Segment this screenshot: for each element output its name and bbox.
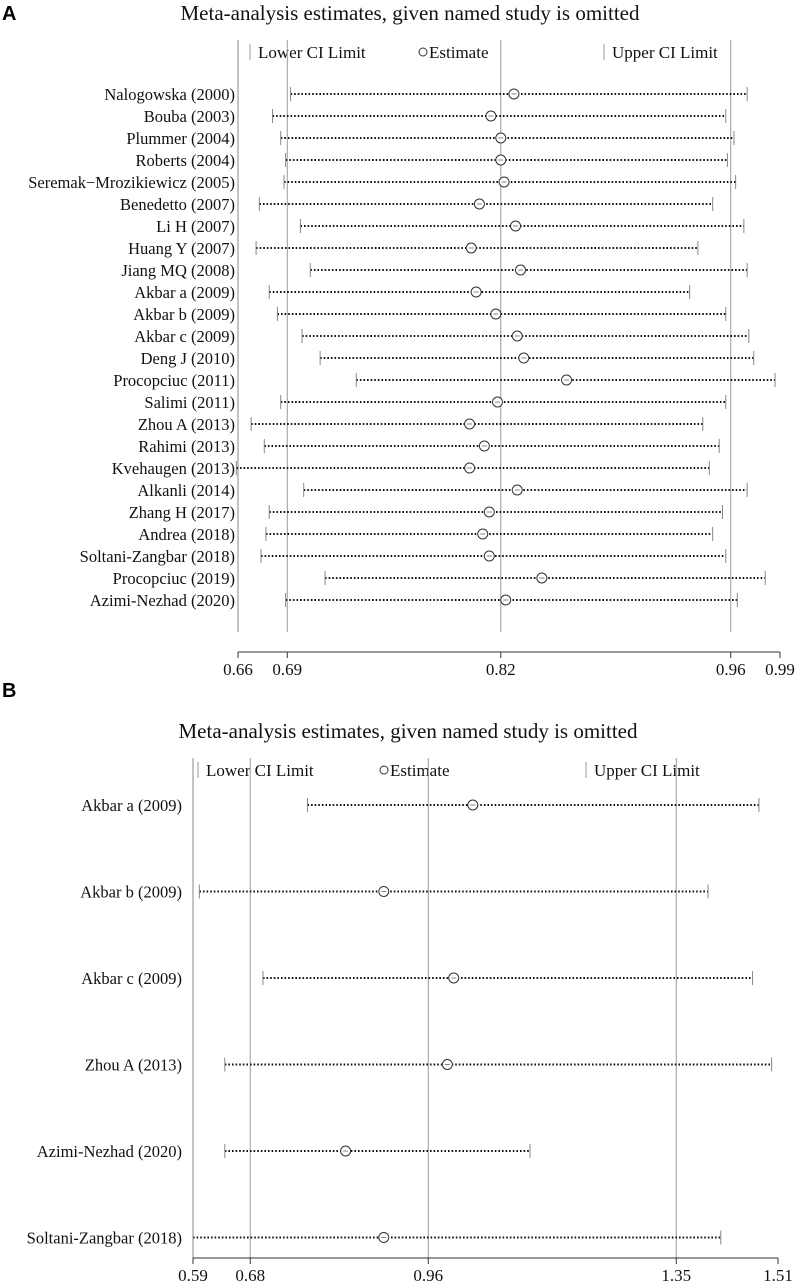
study-label: Bouba (2003)	[143, 107, 235, 126]
legend-estimate-label: Estimate	[429, 43, 489, 62]
study-label: Akbar b (2009)	[80, 882, 182, 902]
study-row	[126, 129, 734, 148]
panel-letter: B	[2, 680, 17, 702]
x-axis	[223, 652, 795, 679]
chart-title: Meta-analysis estimates, given named study is omitted	[178, 719, 638, 743]
study-row	[133, 305, 726, 324]
study-row	[113, 569, 766, 588]
x-tick-label: 1.51	[763, 1266, 793, 1285]
x-tick-label: 0.99	[765, 660, 795, 679]
legend-lower-label: Lower CI Limit	[206, 761, 314, 780]
legend-estimate-marker	[419, 48, 427, 56]
study-label: Benedetto (2007)	[119, 195, 235, 214]
study-row	[27, 1229, 721, 1248]
study-label: Kvehaugen (2013)	[111, 459, 235, 478]
study-row	[156, 217, 744, 236]
x-tick-label: 0.96	[413, 1266, 444, 1285]
study-label: Azimi-Nezhad (2020)	[89, 591, 235, 610]
x-tick-label: 0.69	[272, 660, 303, 679]
study-label: Alkanli (2014)	[137, 481, 235, 500]
study-row	[136, 151, 728, 170]
study-row	[134, 283, 689, 302]
study-label: Nalogowska (2000)	[104, 85, 235, 104]
x-tick-label: 1.35	[661, 1266, 692, 1285]
study-row	[81, 796, 759, 815]
study-label: Andrea (2018)	[138, 525, 235, 544]
study-label: Azimi-Nezhad (2020)	[36, 1142, 182, 1161]
x-tick-label: 0.96	[715, 660, 746, 679]
legend-lower-label: Lower CI Limit	[258, 43, 366, 62]
study-row	[90, 591, 738, 610]
chart-title: Meta-analysis estimates, given named study is omitted	[180, 1, 640, 25]
study-row	[129, 503, 723, 522]
study-row	[141, 349, 754, 368]
study-label: Plummer (2004)	[126, 129, 235, 148]
study-row	[137, 481, 747, 500]
study-label: Procopciuc (2011)	[113, 371, 235, 390]
x-tick-label: 0.68	[235, 1266, 266, 1285]
x-axis	[178, 1258, 793, 1285]
study-label: Soltani-Zangbar (2018)	[79, 547, 235, 566]
study-label: Rahimi (2013)	[138, 437, 235, 456]
x-tick-label: 0.66	[223, 660, 253, 679]
legend-estimate-marker	[380, 766, 388, 774]
study-label: Akbar c (2009)	[81, 969, 182, 988]
x-tick-label: 0.82	[485, 660, 516, 679]
legend-upper-label: Upper CI Limit	[594, 761, 700, 780]
study-label: Zhou A (2013)	[84, 1055, 182, 1075]
study-label: Procopciuc (2019)	[112, 569, 235, 588]
study-row	[28, 173, 735, 192]
study-row	[144, 393, 725, 412]
study-label: Zhou A (2013)	[137, 415, 235, 434]
study-row	[80, 547, 726, 566]
study-row	[37, 1142, 530, 1161]
study-row	[121, 261, 747, 280]
legend-estimate-label: Estimate	[390, 761, 450, 780]
study-label: Li H (2007)	[156, 217, 235, 236]
study-row	[80, 883, 708, 902]
study-row	[81, 969, 752, 988]
study-row	[104, 85, 747, 104]
study-label: Akbar c (2009)	[134, 327, 235, 346]
study-label: Akbar a (2009)	[134, 283, 235, 302]
study-row	[134, 327, 749, 346]
study-row	[120, 195, 713, 214]
legend-upper-label: Upper CI Limit	[612, 43, 718, 62]
panel-b	[2, 680, 793, 1285]
study-label: Salimi (2011)	[144, 393, 235, 412]
study-label: Soltani-Zangbar (2018)	[26, 1228, 182, 1248]
study-row	[113, 371, 775, 390]
study-row	[138, 525, 712, 544]
study-row	[144, 107, 726, 126]
study-row	[138, 415, 703, 434]
study-label: Roberts (2004)	[135, 151, 235, 170]
study-label: Akbar a (2009)	[81, 796, 182, 815]
study-label: Akbar b (2009)	[133, 305, 235, 324]
legend	[250, 43, 718, 62]
study-label: Deng J (2010)	[140, 349, 235, 368]
study-row	[128, 239, 698, 258]
x-tick-label: 0.59	[178, 1266, 208, 1285]
study-label: Seremak−Mrozikiewicz (2005)	[28, 173, 235, 192]
study-row	[138, 437, 719, 456]
study-label: Jiang MQ (2008)	[121, 261, 235, 280]
study-row	[112, 459, 710, 478]
study-label: Zhang H (2017)	[128, 503, 235, 522]
legend	[198, 761, 700, 780]
panel-letter: A	[2, 3, 17, 25]
study-label: Huang Y (2007)	[128, 239, 235, 258]
panel-a	[2, 1, 795, 679]
